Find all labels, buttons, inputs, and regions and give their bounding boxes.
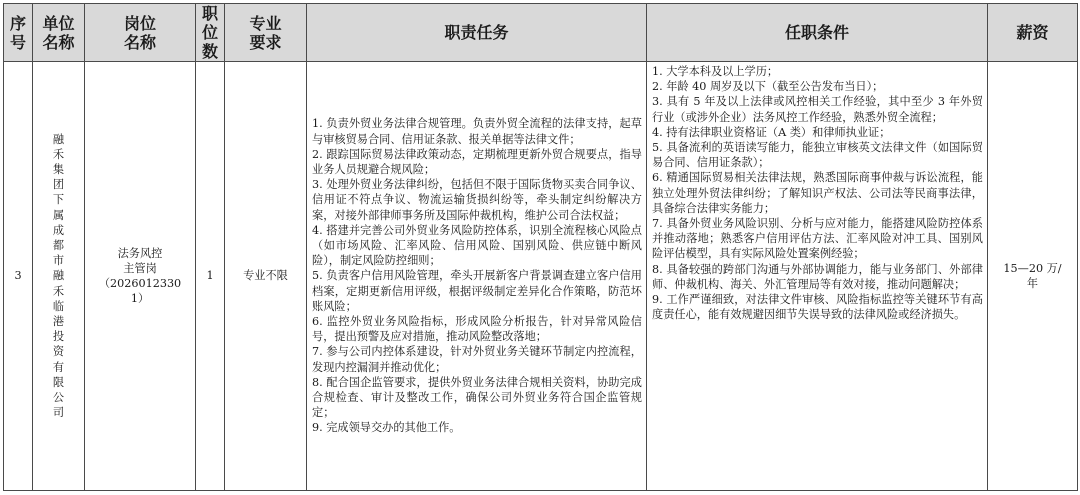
- header-seq: [4, 4, 33, 62]
- header-count-line: 数: [201, 42, 218, 61]
- header-major: [225, 4, 307, 62]
- unit-char: 临: [52, 299, 65, 313]
- position-line: 1）: [130, 292, 150, 306]
- requirement-item: 3. 具有 5 年及以上法律或风控相关工作经验，其中至少 3 年外贸行业（或涉外企业）法务风控工作经验，熟悉外贸全流程；: [652, 95, 983, 124]
- header-major-line: 要求: [249, 32, 282, 52]
- unit-char: 市: [52, 254, 65, 268]
- duty-item: 6. 监控外贸业务风险指标，形成风险分析报告，针对异常风险信号，提出预警及应对措施，推动风险整改落地；: [312, 315, 642, 344]
- recruitment-table: [3, 3, 1078, 491]
- duty-item: 3. 处理外贸业务法律纠纷，包括但不限于国际货物买卖合同争议、信用证不符点争议、物流运输货损纠纷等，牵头制定纠纷解决方案，对接外部律师事务所及国际仲裁机构，维护公司合法权益；: [312, 178, 642, 222]
- unit-char: 融: [52, 132, 65, 146]
- duty-item: 5. 负责客户信用风险管理，牵头开展新客户背景调查建立客户信用档案，定期更新信用评级，根据评级制定差异化合作策略，防范坏账风险；: [312, 269, 642, 313]
- unit-char: 禾: [52, 147, 65, 161]
- header-row: [4, 4, 1078, 62]
- unit-char: 司: [52, 406, 65, 420]
- requirement-item: 5. 具备流利的英语读写能力，能独立审核英文法律文件（如国际贸易合同、信用证条款）；: [652, 141, 983, 170]
- cell-major: 专业不限: [225, 62, 307, 491]
- cell-position-name: [85, 62, 196, 491]
- header-unit-line: 名称: [42, 32, 75, 52]
- requirement-item: 6. 精通国际贸易相关法律法规，熟悉国际商事仲裁与诉讼流程，能独立处理外贸法律纠纷；了解知识产权法、公司法等民商事法律，具备综合法律实务能力；: [652, 171, 983, 215]
- header-position-line: 名称: [123, 32, 156, 52]
- position-line: （2026012330: [98, 277, 182, 290]
- unit-char: 集: [52, 162, 65, 176]
- requirement-item: 1. 大学本科及以上学历；: [652, 65, 779, 78]
- position-line: 法务风控: [117, 246, 163, 260]
- unit-char: 投: [52, 330, 65, 344]
- header-seq-line: 序: [9, 13, 26, 33]
- header-count-line: 位: [201, 23, 218, 42]
- duty-item: 9. 完成领导交办的其他工作。: [312, 421, 461, 435]
- unit-char: 团: [52, 178, 65, 192]
- unit-char: 下: [52, 193, 65, 207]
- header-unit-name: [33, 4, 85, 62]
- table-row: [4, 62, 1078, 491]
- unit-char: 公: [52, 391, 65, 405]
- unit-char: 有: [52, 360, 65, 374]
- unit-char: 融: [52, 269, 65, 283]
- unit-char: 资: [52, 345, 65, 359]
- requirement-item: 9. 工作严谨细致，对法律文件审核、风险指标监控等关键环节有高度责任心，能有效规避因细节失误导致的法律风险或经济损失。: [652, 293, 983, 322]
- salary-line: 15—20 万/: [1003, 261, 1062, 275]
- duty-item: 4. 搭建并完善公司外贸业务风险防控体系，识别全流程核心风险点（如市场风险、汇率风险、信用风险、国别风险、供应链中断风险），制定风险防控细则；: [312, 223, 642, 268]
- header-position-name: [85, 4, 196, 62]
- requirement-item: 8. 具备较强的跨部门沟通与外部协调能力，能与业务部门、外部律师、仲裁机构、海关、外汇管理局等有效对接，推动问题解决；: [652, 262, 983, 291]
- unit-char: 属: [52, 208, 65, 222]
- unit-char: 禾: [52, 284, 65, 298]
- duty-item: 8. 配合国企监管要求，提供外贸业务法律合规相关资料，协助完成合规检查、审计及整改工作，确保公司外贸业务符合国企监管规定；: [312, 375, 642, 420]
- header-count-line: 职: [201, 4, 218, 23]
- duty-item: 1. 负责外贸业务法律合规管理。负责外贸全流程的法律支持，起草与审核贸易合同、信用证条款、报关单据等法律文件；: [312, 117, 642, 146]
- header-unit-line: 单位: [42, 13, 75, 33]
- cell-salary: [988, 62, 1078, 491]
- duty-item: 7. 参与公司内控体系建设，针对外贸业务关键环节制定内控流程，发现内控漏洞并推动优化；: [312, 345, 642, 374]
- position-line: 主管岗: [123, 261, 157, 275]
- header-duties: 职责任务: [307, 4, 647, 62]
- header-position-line: 岗位: [123, 13, 156, 33]
- cell-unit-name: [33, 62, 85, 491]
- header-seq-line: 号: [9, 32, 26, 52]
- cell-duties: [307, 62, 647, 491]
- header-position-count: [196, 4, 225, 62]
- unit-char: 都: [52, 238, 65, 252]
- requirement-item: 4. 持有法律职业资格证（A 类）和律师执业证；: [652, 125, 891, 139]
- cell-seq: 3: [4, 62, 33, 491]
- salary-line: 年: [1026, 277, 1039, 290]
- requirement-item: 7. 具备外贸业务风险识别、分析与应对能力，能搭建风险防控体系并推动落地；熟悉客户信用评估方法、汇率风险对冲工具、国别风险评估模型，具有实际风险处置案例经验；: [652, 217, 983, 261]
- unit-char: 限: [52, 375, 65, 389]
- unit-char: 港: [52, 315, 65, 328]
- cell-position-count: 1: [196, 62, 225, 491]
- header-salary: 薪资: [988, 4, 1078, 62]
- header-requirements: 任职条件: [647, 4, 988, 62]
- cell-requirements: [647, 62, 988, 491]
- unit-char: 成: [52, 223, 65, 237]
- header-major-line: 专业: [249, 13, 282, 33]
- recruitment-table-sheet: [3, 3, 1078, 491]
- duty-item: 2. 跟踪国际贸易法律政策动态，定期梳理更新外贸合规要点，指导业务人员规避合规风险；: [312, 147, 642, 176]
- requirement-item: 2. 年龄 40 周岁及以下（截至公告发布当日）；: [652, 80, 884, 94]
